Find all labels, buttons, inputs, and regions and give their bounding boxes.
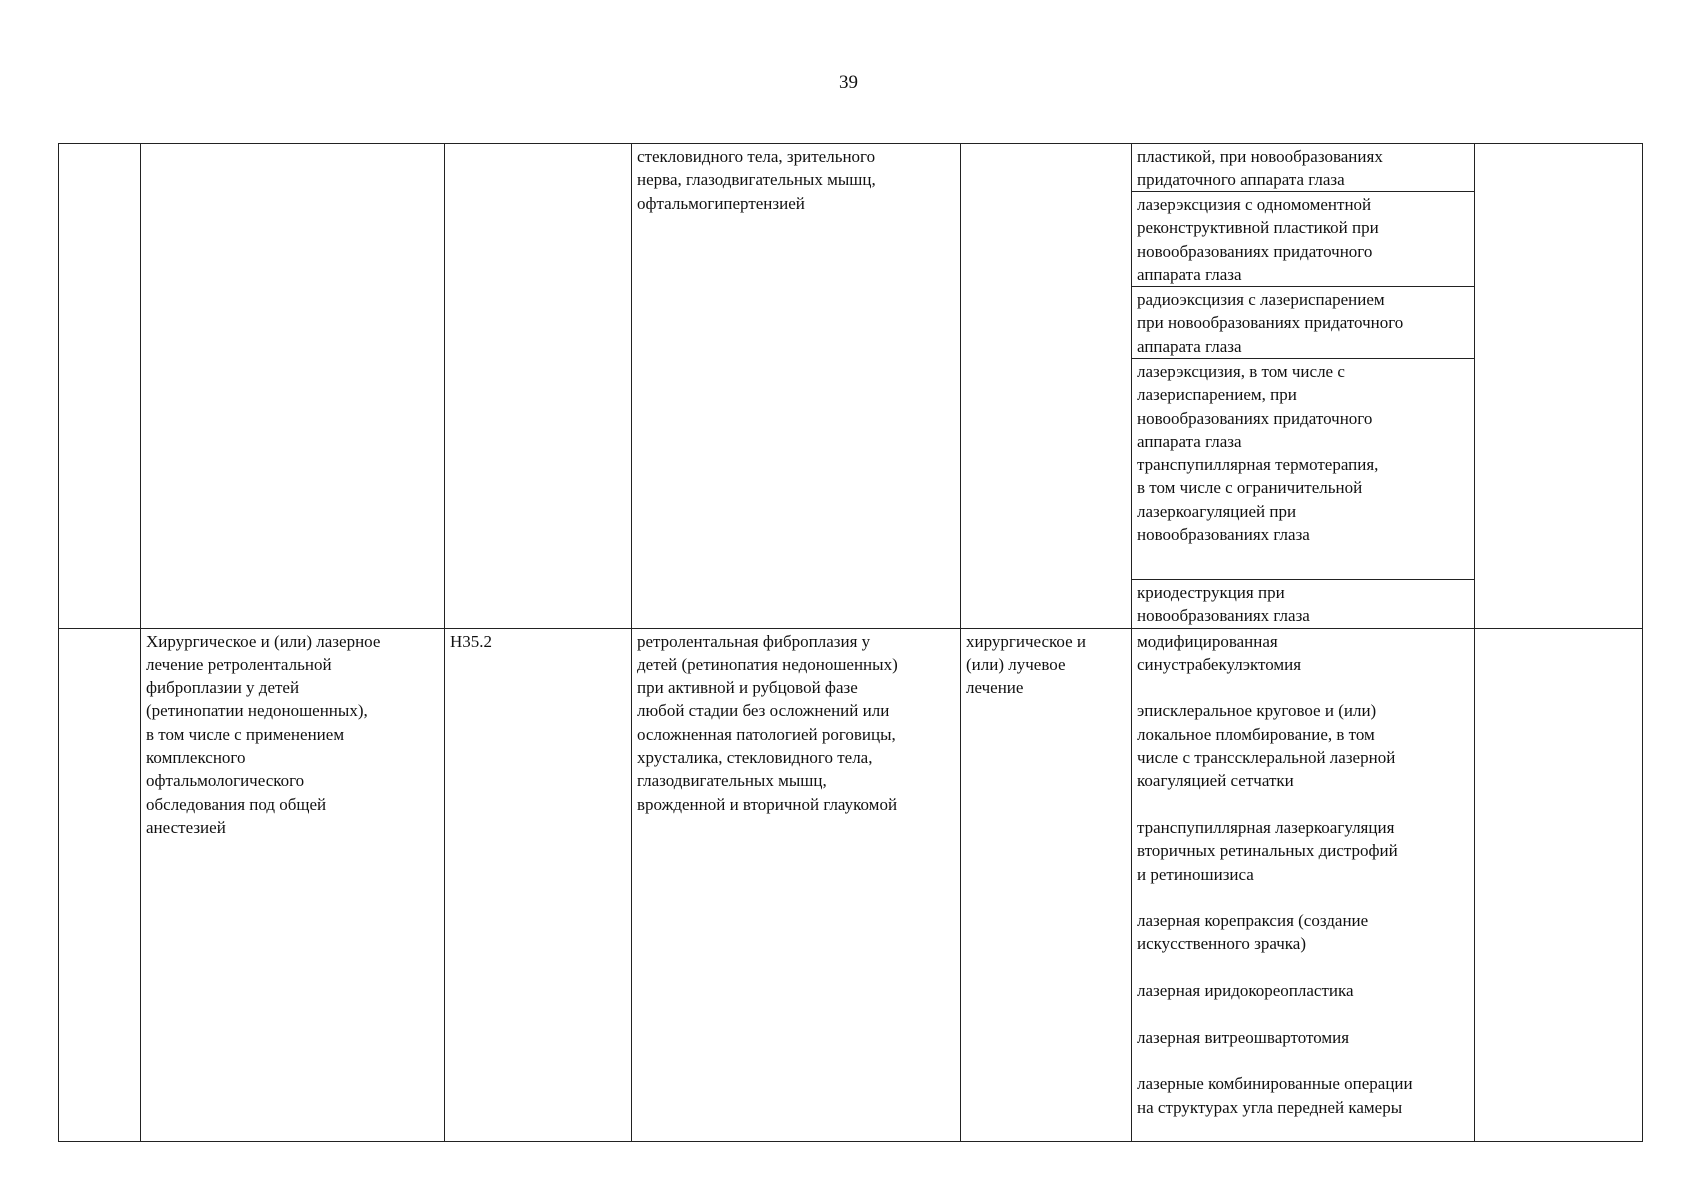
method-item: лазерная корепраксия (создание искусственного зрачка) [1137,911,1369,954]
cell-index [59,144,141,629]
cell-treatment-type: хирургическое и (или) лучевое лечение [961,628,1132,1141]
method-item: модифицированная синустрабекулэктомия [1137,631,1302,674]
method-item: лазерные комбинированные операции на структурах угла передней камеры [1137,1074,1413,1117]
cell-treatment-name [141,144,445,629]
method-item: криодеструкция при новообразованиях глаза [1137,583,1310,626]
cell-code: H35.2 [445,628,632,1141]
cell-cost [1475,628,1643,1141]
method-item: лазерная иридокореопластика [1137,981,1354,1001]
cell-cost [1475,144,1643,629]
page-number: 39 [839,72,858,93]
cell-treatment-type [961,144,1132,629]
method-item: лазерная витреошвартотомия [1137,1027,1350,1047]
method-item: пластикой, при новообразованиях придаточного аппарата глаза [1132,144,1474,192]
procedures-table [58,143,1643,1142]
method-item: лазерэксцизия с одномоментной реконструктивной пластикой при новообразованиях придаточного аппарата глаза [1132,192,1474,287]
method-item: транспупиллярная лазеркоагуляция вторичных ретинальных дистрофий и ретиношизиса [1137,817,1398,884]
table-row [59,628,1643,1141]
table-row-continued [59,144,1643,629]
cell-methods [1132,628,1475,1141]
cell-diagnosis: стекловидного тела, зрительного нерва, глазодвигательных мышц, офтальмогипертензией [632,144,961,629]
method-item: эписклеральное круговое и (или) локальное пломбирование, в том числе с транссклеральной лазерной коагуляцией сетчатки [1137,701,1396,791]
cell-treatment-name: Хирургическое и (или) лазерное лечение ретролентальной фиброплазии у детей (ретинопатии недоношенных), в том числе с применением комплексного офтальмологического обследования под общей анестезией [141,628,445,1141]
method-item: лазерэксцизия, в том числе с лазериспарением, при новообразованиях придаточного аппарата глаза транспупиллярная термотерапия, в том числе с ограничительной лазеркоагуляцией при новообразованиях глаза [1132,359,1474,580]
cell-diagnosis: ретролентальная фиброплазия у детей (ретинопатия недоношенных) при активной и рубцовой фазе любой стадии без осложнений или осложненная патологией роговицы, хрусталика, стекловидного тела, глазодвигательных мышц, врожденной и вторичной глаукомой [632,628,961,1141]
method-item: радиоэксцизия с лазериспарением при новообразованиях придаточного аппарата глаза [1132,287,1474,359]
cell-index [59,628,141,1141]
cell-methods [1132,144,1475,629]
cell-code [445,144,632,629]
